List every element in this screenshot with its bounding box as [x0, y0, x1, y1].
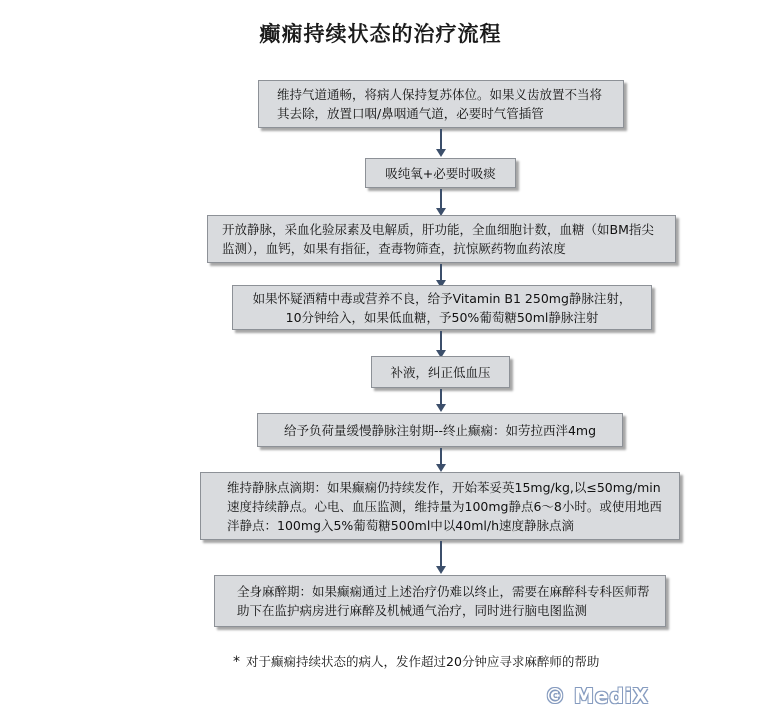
page-title: 癫痫持续状态的治疗流程 — [259, 22, 502, 46]
footnote — [233, 652, 599, 670]
step-6-text: 给予负荷量缓慢静脉注射期--终止癫痫：如劳拉西泮4mg — [283, 422, 597, 438]
step-4-thiamine — [232, 285, 652, 330]
arrow-3 — [440, 264, 442, 281]
arrow-1 — [440, 129, 442, 150]
step-1-text: 维持气道通畅，将病人保持复苏体位。如果义齿放置不当将其去除，放置口咽/鼻咽通气道，必要时气管插管 — [277, 87, 603, 121]
step-2-oxygen — [365, 158, 516, 188]
step-6-loading-dose — [257, 413, 623, 447]
step-3-iv-access — [207, 215, 676, 263]
arrow-4 — [440, 331, 442, 351]
step-4-text: 如果怀疑酒精中毒或营养不良，给予Vitamin B1 250mg静脉注射，10分钟给入，如果低血糖，予50%葡萄糖50ml静脉注射 — [252, 290, 632, 325]
step-8-anesthesia — [214, 575, 666, 627]
medix-logo: © MediX — [545, 684, 650, 708]
step-2-text: 吸纯氧+必要时吸痰 — [385, 165, 496, 181]
step-8-text: 全身麻醉期：如果癫痫通过上述治疗仍难以终止，需要在麻醉科专科医师帮助下在监护病房进行麻醉及机械通气治疗，同时进行脑电图监测 — [237, 584, 650, 618]
step-5-text: 补液，纠正低血压 — [390, 364, 491, 380]
step-5-fluids — [371, 356, 510, 388]
arrow-2 — [440, 189, 442, 209]
step-3-text: 开放静脉，采血化验尿素及电解质，肝功能，全血细胞计数，血糖（如BM指尖监测），血钙，如果有指征，查毒物筛查，抗惊厥药物血药浓度 — [222, 222, 654, 256]
arrow-7 — [440, 541, 442, 567]
arrow-5 — [440, 389, 442, 405]
step-7-text: 维持静脉点滴期：如果癫痫仍持续发作，开始苯妥英15mg/kg,以≤50mg/min速度持续静点。心电、血压监测，维持量为100mg静点6～8小时。或使用地西泮静点：100mg入5%葡萄糖500ml中以40ml/h速度静脉点滴 — [227, 479, 662, 533]
arrow-6 — [440, 448, 442, 465]
step-1-airway — [258, 80, 624, 128]
footnote-text: 对于癫痫持续状态的病人，发作超过20分钟应寻求麻醉师的帮助 — [246, 654, 600, 669]
footnote-asterisk: * — [233, 654, 240, 670]
step-7-maintenance — [200, 472, 680, 540]
